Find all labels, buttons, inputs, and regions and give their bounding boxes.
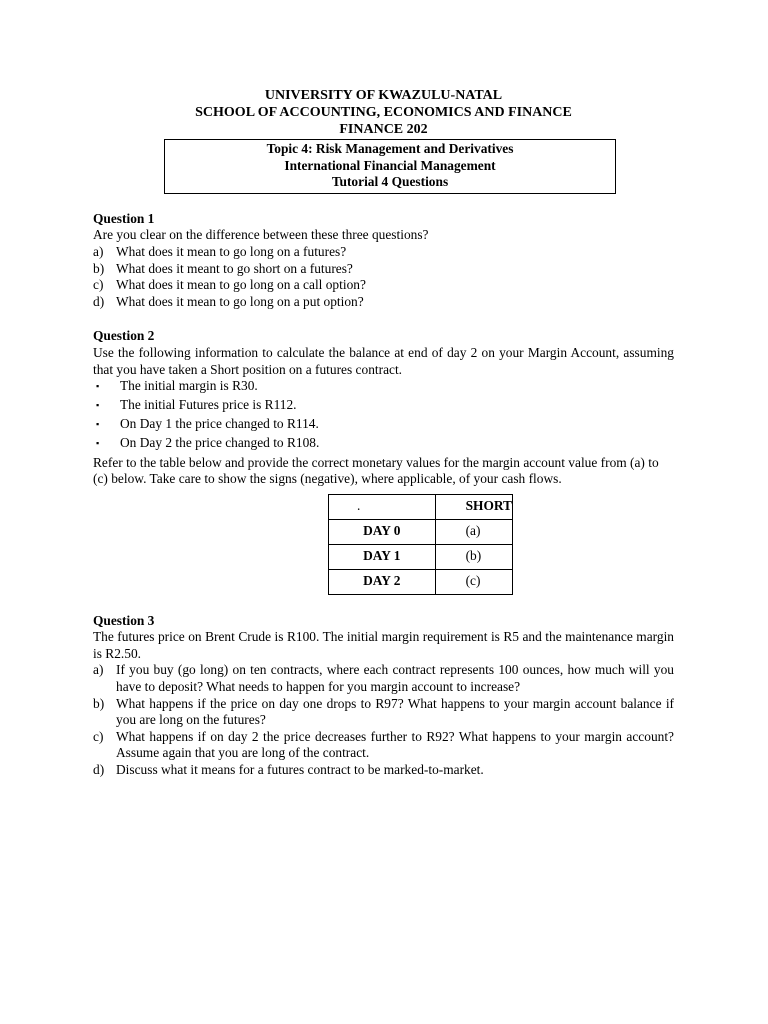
list-item: c) What does it mean to go long on a call option? xyxy=(93,277,366,293)
tutorial-title: Tutorial 4 Questions xyxy=(331,174,449,190)
bullet-square-icon: ▪ xyxy=(96,400,100,411)
column-header-short: SHORT xyxy=(435,494,512,519)
question-2-bullets xyxy=(93,378,674,452)
question-2-title: Question 2 xyxy=(93,328,155,344)
question-2-instructions: Refer to the table below and provide the correct monetary values for the margin account value from (a) to (c) below. Take care to show the signs (negative), where applicable, of your cash flows. xyxy=(93,454,659,487)
list-item: b) What happens if the price on day one drops to R97? What happens to your margin account balance if you are long on the futures? xyxy=(93,695,674,728)
list-item: d) What does it mean to go long on a put option? xyxy=(93,293,364,309)
topic-box xyxy=(164,139,616,194)
row-label: DAY 2 xyxy=(329,569,436,594)
row-label: DAY 1 xyxy=(329,544,436,569)
list-item: ▪ The initial margin is R30. xyxy=(96,378,258,394)
row-value: (a) xyxy=(435,519,512,544)
margin-account-table xyxy=(328,494,513,595)
university-name: UNIVERSITY OF KWAZULU-NATAL xyxy=(264,88,503,103)
school-name: SCHOOL OF ACCOUNTING, ECONOMICS AND FINANCE xyxy=(195,105,572,120)
document-page xyxy=(93,87,674,779)
topic-subtitle: International Financial Management xyxy=(284,157,496,173)
row-value: (c) xyxy=(435,569,512,594)
row-label: DAY 0 xyxy=(329,519,436,544)
course-code: FINANCE 202 xyxy=(339,122,428,137)
question-3-intro: The futures price on Brent Crude is R100. The initial margin requirement is R5 and the maintenance margin is R2.50. xyxy=(93,629,674,661)
list-item: ▪ On Day 1 the price changed to R114. xyxy=(96,416,319,432)
list-item: a) What does it mean to go long on a futures? xyxy=(93,243,347,259)
bullet-square-icon: ▪ xyxy=(96,381,100,392)
question-3-title: Question 3 xyxy=(93,612,155,628)
list-item: b) What does it meant to go short on a futures? xyxy=(93,260,353,276)
list-item: ▪ On Day 2 the price changed to R108. xyxy=(96,435,320,451)
question-3-list xyxy=(93,662,674,778)
table-row xyxy=(329,519,513,544)
list-item: ▪ The initial Futures price is R112. xyxy=(96,397,297,413)
topic-title: Topic 4: Risk Management and Derivatives xyxy=(266,141,514,156)
question-2 xyxy=(93,328,674,594)
table-corner-cell: . xyxy=(329,494,436,519)
question-2-intro: Use the following information to calculate the balance at end of day 2 on your Margin Account, assuming that you have taken a Short position on a futures contract. xyxy=(93,344,674,377)
question-3 xyxy=(93,613,674,779)
question-1 xyxy=(93,211,674,311)
document-header xyxy=(93,87,674,138)
table-row xyxy=(329,569,513,594)
row-value: (b) xyxy=(435,544,512,569)
question-1-list xyxy=(93,244,674,310)
question-1-title: Question 1 xyxy=(93,210,155,226)
list-item: a) If you buy (go long) on ten contracts, where each contract represents 100 ounces, how much will you have to deposit? What needs to happen for you margin account to increase? xyxy=(93,662,674,695)
bullet-square-icon: ▪ xyxy=(96,438,100,449)
list-item: c) What happens if on day 2 the price decreases further to R92? What happens to your margin account? Assume again that you are long of the contract. xyxy=(93,728,674,761)
list-item: d) Discuss what it means for a futures contract to be marked-to-market. xyxy=(93,762,484,778)
table-row xyxy=(329,544,513,569)
table-header-row xyxy=(329,494,513,519)
bullet-square-icon: ▪ xyxy=(96,419,100,430)
question-1-intro: Are you clear on the difference between these three questions? xyxy=(93,227,429,243)
